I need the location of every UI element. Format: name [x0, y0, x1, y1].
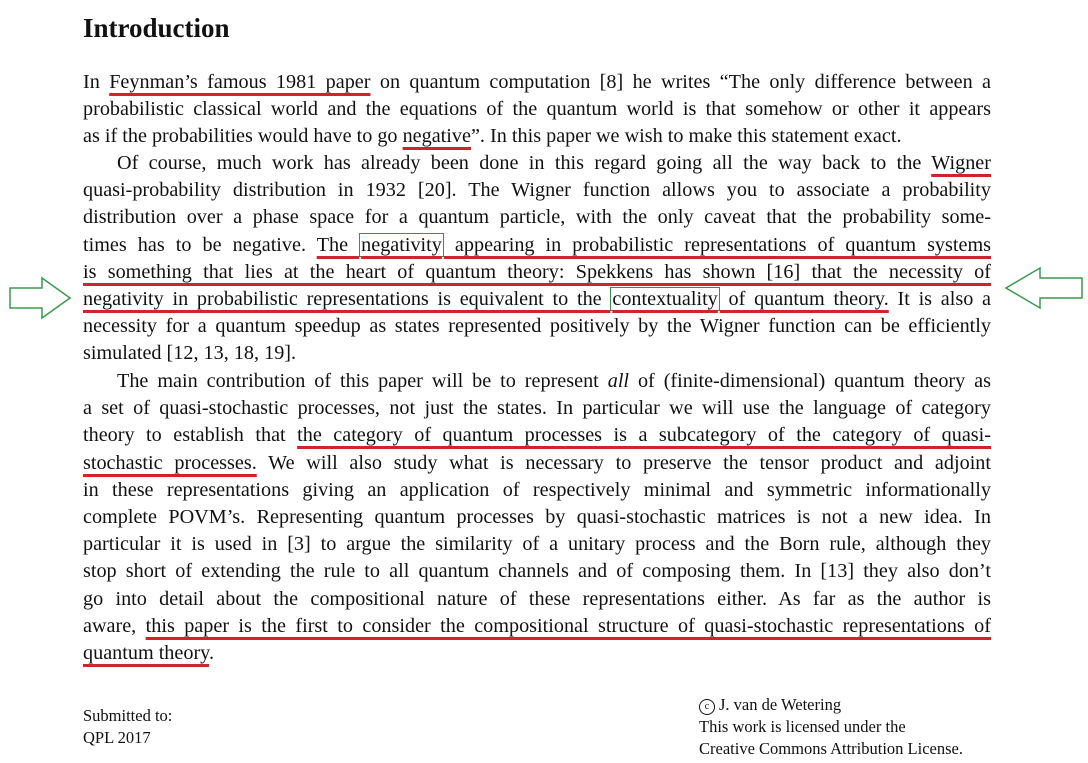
submission-note [83, 705, 172, 749]
text: It is also a [888, 288, 991, 310]
paragraph-line [83, 69, 991, 95]
highlight: Wigner [931, 152, 991, 174]
highlight: appearing in probabilistic representations of quantum systems [443, 234, 991, 256]
highlight: the category of quantum processes is a subcategory of the category of quasi- [297, 424, 991, 446]
paragraph-line: necessity for a quantum speedup as states represented positively by the Wigner function can be efficiently [83, 315, 991, 337]
highlight: The [316, 234, 360, 256]
paragraph-line: particular it is used in [3] to argue the similarity of a unitary process and the Born rule, although they [83, 533, 991, 555]
paragraph-line [83, 450, 991, 476]
paragraph-line [83, 286, 991, 312]
arrow-left-outline-icon [1004, 266, 1084, 310]
boxed-term: contextuality [612, 288, 718, 310]
paragraph-line [83, 640, 991, 666]
text: Of course, much work has already been done in this regard going all the way back to the [117, 152, 932, 174]
paragraph-line [83, 613, 991, 639]
text: . [208, 642, 215, 664]
license-note [699, 694, 963, 760]
text: of (finite-dimensional) quantum theory as [629, 370, 991, 392]
highlight: this paper is the first to consider the compositional structure of quasi-stochastic representations of [145, 615, 992, 637]
license-line: This work is licensed under the [699, 717, 906, 736]
highlight: quantum theory [83, 642, 209, 664]
highlight: negative [402, 125, 471, 147]
text: as if the probabilities would have to go [83, 125, 403, 147]
text: The main contribution of this paper will be to represent [117, 370, 608, 392]
paragraph-line [83, 123, 991, 149]
author: J. van de Wetering [719, 695, 842, 714]
text: on quantum computation [8] he writes “The only difference between a [370, 71, 992, 93]
paragraph-line [117, 368, 991, 394]
paragraph-line [117, 150, 991, 176]
emphasis: all [607, 370, 630, 392]
paragraph-line: a set of quasi-stochastic processes, not just the states. In particular we will use the language of category [83, 397, 991, 419]
paragraph-line: distribution over a phase space for a quantum particle, with the only caveat that the probability some- [83, 206, 991, 228]
text: ”. In this paper we wish to make this statement exact. [470, 125, 902, 147]
paragraph-line: stop short of extending the rule to all quantum channels and of composing them. In [13] they also don’t [83, 560, 991, 582]
venue: QPL 2017 [83, 728, 151, 747]
highlight: negativity in probabilistic representations is equivalent to the [83, 288, 611, 310]
text: We will also study what is necessary to preserve the tensor product and adjoint [256, 452, 992, 474]
highlight: stochastic processes. [83, 452, 257, 474]
paragraph-line: in these representations giving an application of respectively minimal and symmetric informationally [83, 479, 991, 501]
author-line [699, 694, 963, 716]
boxed-term: negativity [361, 234, 442, 256]
submitted-label: Submitted to: [83, 706, 173, 725]
paragraph-line-highlighted: is something that lies at the heart of quantum theory: Spekkens has shown [16] that the necessity of [83, 261, 991, 283]
paragraph-line: quasi-probability distribution in 1932 [20]. The Wigner function allows you to associate a probability [83, 179, 991, 201]
text: times has to be negative. [83, 234, 317, 256]
paragraph-line: simulated [12, 13, 18, 19]. [83, 342, 297, 364]
paragraph-line [83, 232, 991, 258]
paragraph-line [83, 422, 991, 448]
paragraph-line: complete POVM’s. Representing quantum processes by quasi-stochastic matrices is not a new idea. In [83, 506, 991, 528]
text: aware, [83, 615, 146, 637]
paragraph-line: go into detail about the compositional nature of these representations either. As far as the author is [83, 588, 991, 610]
highlight: of quantum theory. [719, 288, 889, 310]
license-line: Creative Commons Attribution License. [699, 739, 963, 758]
text: In [83, 71, 110, 93]
copyright-icon: c [699, 699, 715, 715]
section-heading: Introduction [83, 13, 230, 43]
paragraph-line: probabilistic classical world and the equations of the quantum world is that somehow or other it appears [83, 98, 991, 120]
text: theory to establish that [83, 424, 298, 446]
highlight: Feynman’s famous 1981 paper [109, 71, 371, 93]
arrow-right-outline-icon [8, 276, 72, 320]
